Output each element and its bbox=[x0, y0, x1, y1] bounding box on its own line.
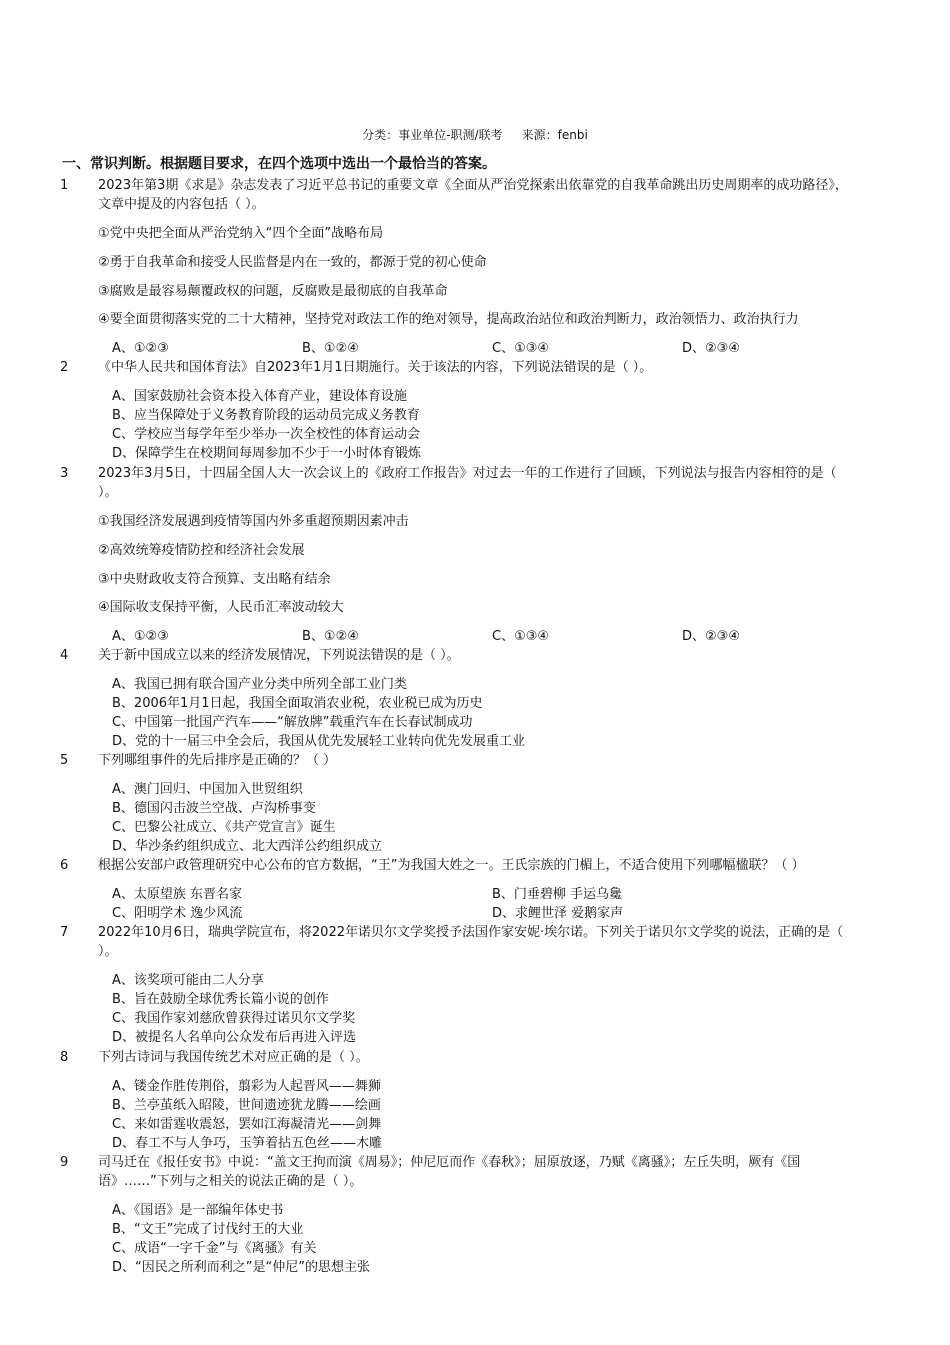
option-c[interactable]: C、巴黎公社成立、《共产党宣言》诞生 bbox=[112, 820, 336, 835]
option-b[interactable]: B、旨在鼓励全球优秀长篇小说的创作 bbox=[112, 992, 329, 1007]
option-b[interactable]: B、2006年1月1日起，我国全面取消农业税，农业税已成为历史 bbox=[112, 696, 483, 711]
option-b[interactable]: B、①②④ bbox=[302, 341, 359, 356]
question-stem: 2022年10月6日，瑞典学院宣布，将2022年诺贝尔文学奖授予法国作家安妮·埃尔诺。下列关于诺贝尔文学奖的说法，正确的是（ ）。 bbox=[98, 925, 844, 959]
statement: ④国际收支保持平衡，人民币汇率波动较大 bbox=[98, 600, 344, 615]
option-a[interactable]: A、我国已拥有联合国产业分类中所列全部工业门类 bbox=[112, 677, 407, 692]
option-a[interactable]: A、该奖项可能由二人分享 bbox=[112, 973, 264, 988]
statement: ④要全面贯彻落实党的二十大精神，坚持党对政法工作的绝对领导，提高政治站位和政治判断力，政治领悟力、政治执行力 bbox=[98, 312, 799, 327]
option-c[interactable]: C、中国第一批国产汽车——“解放牌”载重汽车在长春试制成功 bbox=[112, 715, 473, 730]
question-number: 6 bbox=[60, 858, 69, 873]
question-number: 7 bbox=[60, 925, 69, 940]
option-d[interactable]: D、保障学生在校期间每周参加不少于一小时体育锻炼 bbox=[112, 446, 422, 461]
option-b[interactable]: B、“文王”完成了讨伐纣王的大业 bbox=[112, 1222, 304, 1237]
question-stem: 根据公安部户政管理研究中心公布的官方数据，“王”为我国大姓之一。王氏宗族的门楣上，不适合使用下列哪幅楹联？（ ） bbox=[98, 858, 805, 873]
option-b[interactable]: B、德国闪击波兰空战、卢沟桥事变 bbox=[112, 801, 316, 816]
option-d[interactable]: D、②③④ bbox=[682, 629, 740, 644]
question-stem: 下列哪组事件的先后排序是正确的？（ ） bbox=[98, 753, 337, 768]
option-a[interactable]: A、镂金作胜传荆俗，翦彩为人起晋风——舞狮 bbox=[112, 1079, 381, 1094]
question-number: 8 bbox=[60, 1050, 69, 1065]
question-number: 3 bbox=[60, 466, 69, 481]
option-d[interactable]: D、华沙条约组织成立、北大西洋公约组织成立 bbox=[112, 839, 383, 854]
question-stem: 关于新中国成立以来的经济发展情况，下列说法错误的是（ ）。 bbox=[98, 648, 460, 663]
statement: ②高效统筹疫情防控和经济社会发展 bbox=[98, 543, 305, 558]
question-stem: 2023年3月5日，十四届全国人大一次会议上的《政府工作报告》对过去一年的工作进行了回顾，下列说法与报告内容相符的是（ ）。 bbox=[98, 466, 837, 500]
option-b[interactable]: B、①②④ bbox=[302, 629, 359, 644]
option-c[interactable]: C、①③④ bbox=[492, 629, 550, 644]
option-c[interactable]: C、学校应当每学年至少举办一次全校性的体育运动会 bbox=[112, 427, 421, 442]
question-number: 1 bbox=[60, 178, 69, 193]
statement: ③腐败是最容易颠覆政权的问题，反腐败是最彻底的自我革命 bbox=[98, 284, 448, 299]
option-a[interactable]: A、《国语》是一部编年体史书 bbox=[112, 1203, 284, 1218]
statement: ③中央财政收支符合预算、支出略有结余 bbox=[98, 572, 331, 587]
option-c[interactable]: C、我国作家刘慈欣曾获得过诺贝尔文学奖 bbox=[112, 1011, 356, 1026]
question-stem: 2023年第3期《求是》杂志发表了习近平总书记的重要文章《全面从严治党探索出依靠党的自我革命跳出历史周期率的成功路径》，文章中提及的内容包括（ ）。 bbox=[98, 178, 848, 212]
option-c[interactable]: C、阳明学术 逸少风流 bbox=[112, 906, 243, 921]
source-label: 来源：fenbi bbox=[521, 128, 588, 142]
option-c[interactable]: C、①③④ bbox=[492, 341, 550, 356]
option-b[interactable]: B、应当保障处于义务教育阶段的运动员完成义务教育 bbox=[112, 408, 420, 423]
option-d[interactable]: D、②③④ bbox=[682, 341, 740, 356]
question-number: 9 bbox=[60, 1155, 69, 1170]
option-d[interactable]: D、党的十一届三中全会后，我国从优先发展轻工业转向优先发展重工业 bbox=[112, 734, 526, 749]
option-a[interactable]: A、①②③ bbox=[112, 341, 169, 356]
option-b[interactable]: B、兰亭茧纸入昭陵，世间遗迹犹龙腾——绘画 bbox=[112, 1098, 381, 1113]
question-stem: 《中华人民共和国体育法》自2023年1月1日期施行。关于该法的内容，下列说法错误的是（ ）。 bbox=[98, 360, 653, 375]
question-stem: 司马迁在《报任安书》中说：“盖文王拘而演《周易》；仲尼厄而作《春秋》；屈原放逐，乃赋《离骚》；左丘失明，厥有《国语》……”下列与之相关的说法正确的是（ ）。 bbox=[98, 1155, 801, 1189]
question-stem: 下列古诗词与我国传统艺术对应正确的是（ ）。 bbox=[98, 1050, 369, 1065]
option-a[interactable]: A、太原望族 东晋名家 bbox=[112, 887, 243, 902]
statement: ①党中央把全面从严治党纳入“四个全面”战略布局 bbox=[98, 226, 384, 241]
option-b[interactable]: B、门垂碧柳 手运乌毚 bbox=[492, 887, 623, 902]
category-label: 分类：事业单位-职测/联考 bbox=[362, 128, 503, 142]
option-a[interactable]: A、①②③ bbox=[112, 629, 169, 644]
option-c[interactable]: C、来如雷霆收震怒，罢如江海凝清光——剑舞 bbox=[112, 1117, 382, 1132]
option-d[interactable]: D、“因民之所利而利之”是“仲尼”的思想主张 bbox=[112, 1260, 370, 1275]
page-header bbox=[0, 127, 950, 143]
option-c[interactable]: C、成语“一字千金”与《离骚》有关 bbox=[112, 1241, 317, 1256]
option-a[interactable]: A、国家鼓励社会资本投入体育产业，建设体育设施 bbox=[112, 389, 407, 404]
question-number: 2 bbox=[60, 360, 69, 375]
statement: ②勇于自我革命和接受人民监督是内在一致的，都源于党的初心使命 bbox=[98, 255, 487, 270]
option-a[interactable]: A、澳门回归、中国加入世贸组织 bbox=[112, 782, 303, 797]
question-number: 4 bbox=[60, 648, 69, 663]
section-title: 一、常识判断。根据题目要求，在四个选项中选出一个最恰当的答案。 bbox=[62, 156, 496, 172]
option-d[interactable]: D、被提名人名单向公众发布后再进入评选 bbox=[112, 1030, 357, 1045]
question-number: 5 bbox=[60, 753, 69, 768]
option-d[interactable]: D、求鲤世泽 爱鹅家声 bbox=[492, 906, 624, 921]
option-d[interactable]: D、春工不与人争巧，玉笋着拈五色丝——木雕 bbox=[112, 1136, 383, 1151]
statement: ①我国经济发展遇到疫情等国内外多重超预期因素冲击 bbox=[98, 514, 409, 529]
